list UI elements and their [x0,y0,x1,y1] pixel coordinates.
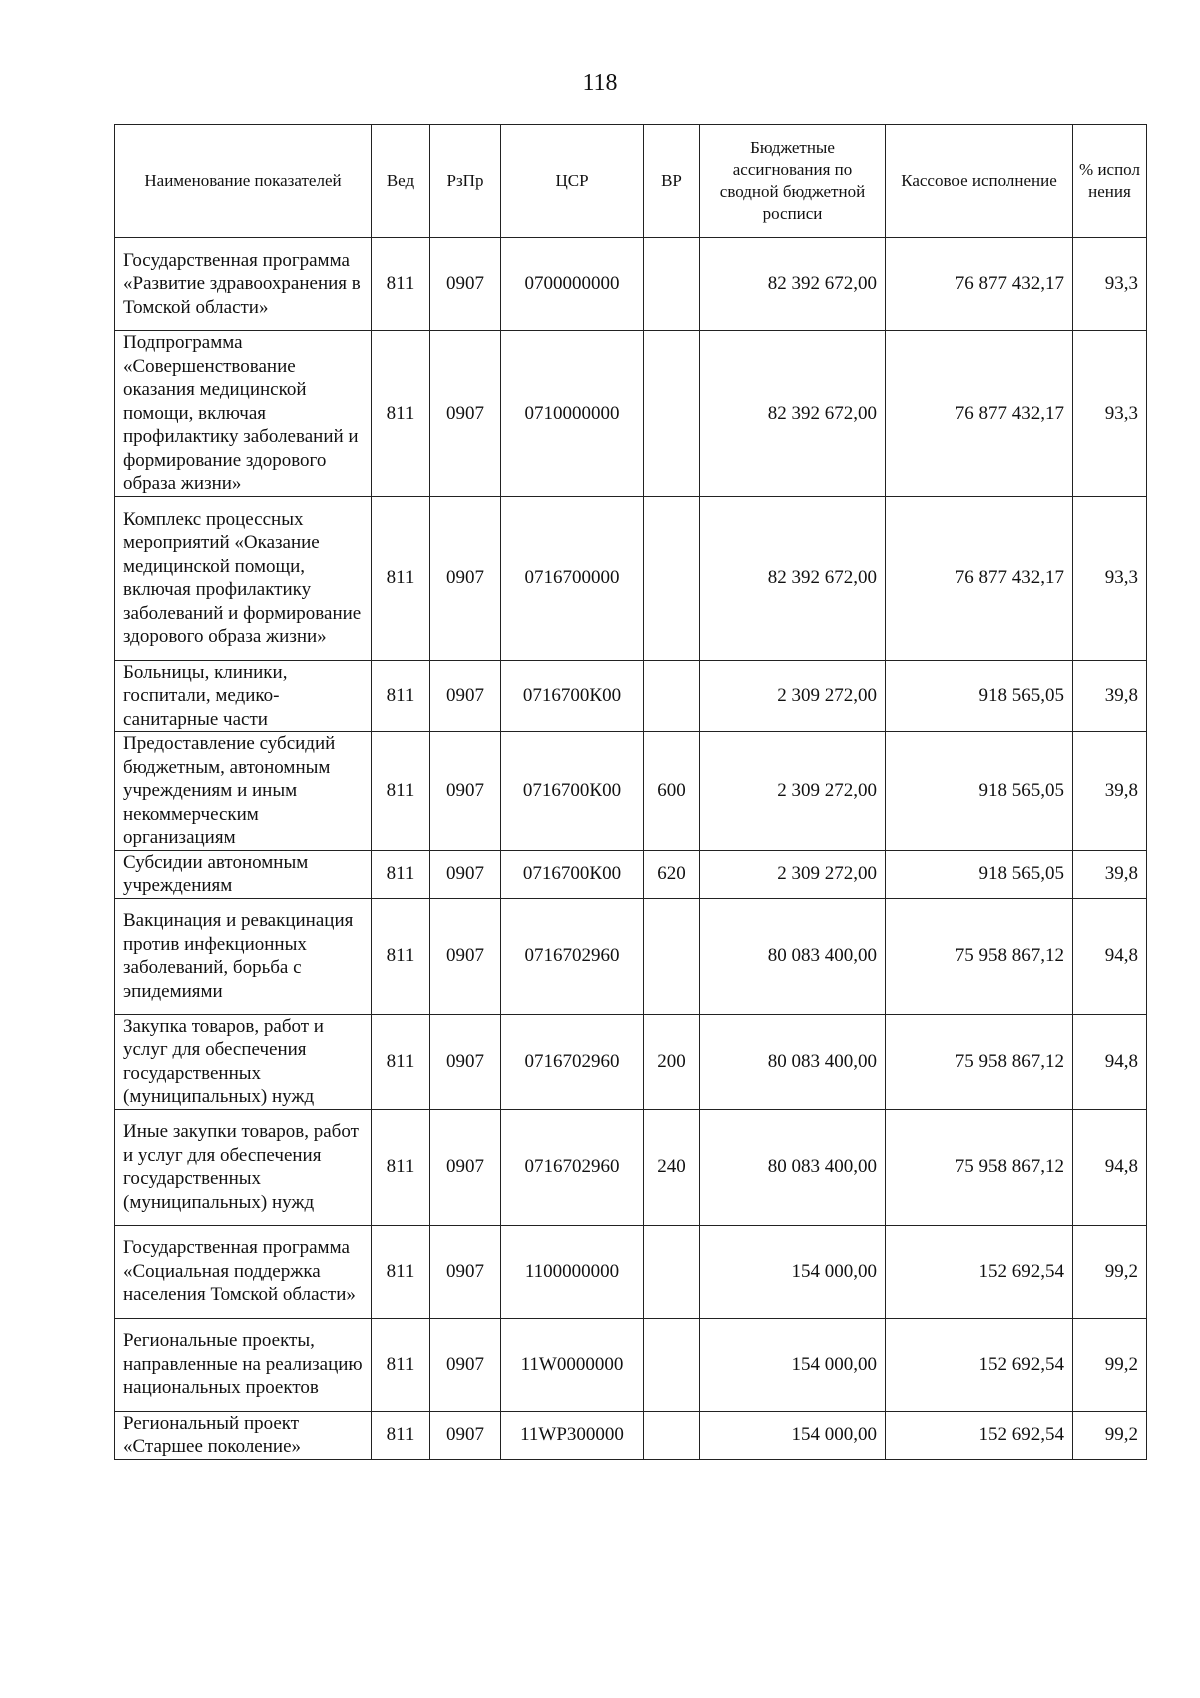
header-pct: % испол нения [1073,125,1147,238]
row-pct: 94,8 [1073,1109,1147,1225]
row-csr: 0710000000 [501,331,644,497]
row-budget: 82 392 672,00 [700,331,886,497]
header-csr: ЦСР [501,125,644,238]
row-csr: 0716702960 [501,1109,644,1225]
row-name: Комплекс процессных мероприятий «Оказание медицинской помощи, включая профилактику заболеваний и формирование здорового образа жизни» [115,496,372,660]
row-budget: 82 392 672,00 [700,496,886,660]
row-csr: 0716702960 [501,898,644,1014]
row-budget: 2 309 272,00 [700,732,886,851]
row-rzpr: 0907 [430,1225,501,1318]
row-vr [644,1318,700,1411]
row-rzpr: 0907 [430,331,501,497]
row-csr: 11WP300000 [501,1411,644,1459]
row-name: Государственная программа «Развитие здравоохранения в Томской области» [115,238,372,331]
row-ved: 811 [372,331,430,497]
table-row [115,898,1147,1014]
row-pct: 93,3 [1073,238,1147,331]
row-rzpr: 0907 [430,1318,501,1411]
row-name: Вакцинация и ревакцинация против инфекционных заболеваний, борьба с эпидемиями [115,898,372,1014]
table-row [115,1109,1147,1225]
row-cash: 918 565,05 [886,732,1073,851]
row-cash: 152 692,54 [886,1411,1073,1459]
header-rzpr: РзПр [430,125,501,238]
row-pct: 39,8 [1073,850,1147,898]
row-budget: 80 083 400,00 [700,1014,886,1109]
row-cash: 918 565,05 [886,850,1073,898]
row-budget: 82 392 672,00 [700,238,886,331]
row-budget: 80 083 400,00 [700,1109,886,1225]
table-row [115,331,1147,497]
row-rzpr: 0907 [430,898,501,1014]
header-vr: ВР [644,125,700,238]
row-rzpr: 0907 [430,1109,501,1225]
row-cash: 918 565,05 [886,660,1073,732]
row-csr: 1100000000 [501,1225,644,1318]
row-rzpr: 0907 [430,1411,501,1459]
page-number: 118 [582,70,618,96]
row-pct: 93,3 [1073,331,1147,497]
row-ved: 811 [372,238,430,331]
row-ved: 811 [372,850,430,898]
table-row [115,1225,1147,1318]
row-ved: 811 [372,496,430,660]
row-name: Государственная программа «Социальная поддержка населения Томской области» [115,1225,372,1318]
row-rzpr: 0907 [430,850,501,898]
table-row [115,850,1147,898]
row-name: Подпрограмма «Совершенствование оказания медицинской помощи, включая профилактику заболеваний и формирование здорового образа жизни» [115,331,372,497]
row-vr [644,898,700,1014]
row-cash: 152 692,54 [886,1318,1073,1411]
row-pct: 39,8 [1073,660,1147,732]
row-budget: 80 083 400,00 [700,898,886,1014]
row-name: Предоставление субсидий бюджетным, автономным учреждениям и иным некоммерческим организациям [115,732,372,851]
row-cash: 75 958 867,12 [886,1014,1073,1109]
row-cash: 152 692,54 [886,1225,1073,1318]
row-name: Региональный проект «Старшее поколение» [115,1411,372,1459]
row-ved: 811 [372,1109,430,1225]
header-ved: Вед [372,125,430,238]
row-name: Субсидии автономным учреждениям [115,850,372,898]
row-csr: 0716700К00 [501,850,644,898]
row-cash: 76 877 432,17 [886,496,1073,660]
header-budget: Бюджетные ассигнования по сводной бюджетной росписи [700,125,886,238]
row-vr [644,496,700,660]
row-csr: 0716700К00 [501,660,644,732]
row-csr: 0716700К00 [501,732,644,851]
row-name: Региональные проекты, направленные на реализацию национальных проектов [115,1318,372,1411]
row-vr: 620 [644,850,700,898]
row-vr [644,1225,700,1318]
row-vr [644,1411,700,1459]
table-row [115,1411,1147,1459]
row-ved: 811 [372,898,430,1014]
row-ved: 811 [372,732,430,851]
row-vr: 240 [644,1109,700,1225]
row-cash: 75 958 867,12 [886,898,1073,1014]
row-cash: 76 877 432,17 [886,238,1073,331]
row-pct: 99,2 [1073,1225,1147,1318]
row-ved: 811 [372,1225,430,1318]
row-budget: 154 000,00 [700,1411,886,1459]
row-vr [644,331,700,497]
row-vr: 200 [644,1014,700,1109]
row-csr: 0700000000 [501,238,644,331]
row-name: Закупка товаров, работ и услуг для обеспечения государственных (муниципальных) нужд [115,1014,372,1109]
table-row [115,238,1147,331]
row-pct: 94,8 [1073,898,1147,1014]
row-ved: 811 [372,1411,430,1459]
row-rzpr: 0907 [430,496,501,660]
row-pct: 99,2 [1073,1411,1147,1459]
row-budget: 154 000,00 [700,1225,886,1318]
row-name: Иные закупки товаров, работ и услуг для обеспечения государственных (муниципальных) нужд [115,1109,372,1225]
row-vr: 600 [644,732,700,851]
header-name: Наименование показателей [115,125,372,238]
row-csr: 11W0000000 [501,1318,644,1411]
row-ved: 811 [372,660,430,732]
table-row [115,732,1147,851]
table-row [115,1318,1147,1411]
row-pct: 93,3 [1073,496,1147,660]
row-budget: 2 309 272,00 [700,850,886,898]
row-pct: 39,8 [1073,732,1147,851]
table-row [115,496,1147,660]
row-budget: 2 309 272,00 [700,660,886,732]
row-cash: 75 958 867,12 [886,1109,1073,1225]
budget-execution-table [114,124,1147,1460]
header-cash: Кассовое исполнение [886,125,1073,238]
row-rzpr: 0907 [430,238,501,331]
table-header-row [115,125,1147,238]
row-budget: 154 000,00 [700,1318,886,1411]
table-row [115,660,1147,732]
row-csr: 0716702960 [501,1014,644,1109]
row-ved: 811 [372,1014,430,1109]
row-pct: 99,2 [1073,1318,1147,1411]
row-vr [644,660,700,732]
row-ved: 811 [372,1318,430,1411]
row-rzpr: 0907 [430,1014,501,1109]
row-csr: 0716700000 [501,496,644,660]
row-rzpr: 0907 [430,732,501,851]
row-cash: 76 877 432,17 [886,331,1073,497]
row-name: Больницы, клиники, госпитали, медико-санитарные части [115,660,372,732]
row-vr [644,238,700,331]
row-pct: 94,8 [1073,1014,1147,1109]
table-row [115,1014,1147,1109]
row-rzpr: 0907 [430,660,501,732]
